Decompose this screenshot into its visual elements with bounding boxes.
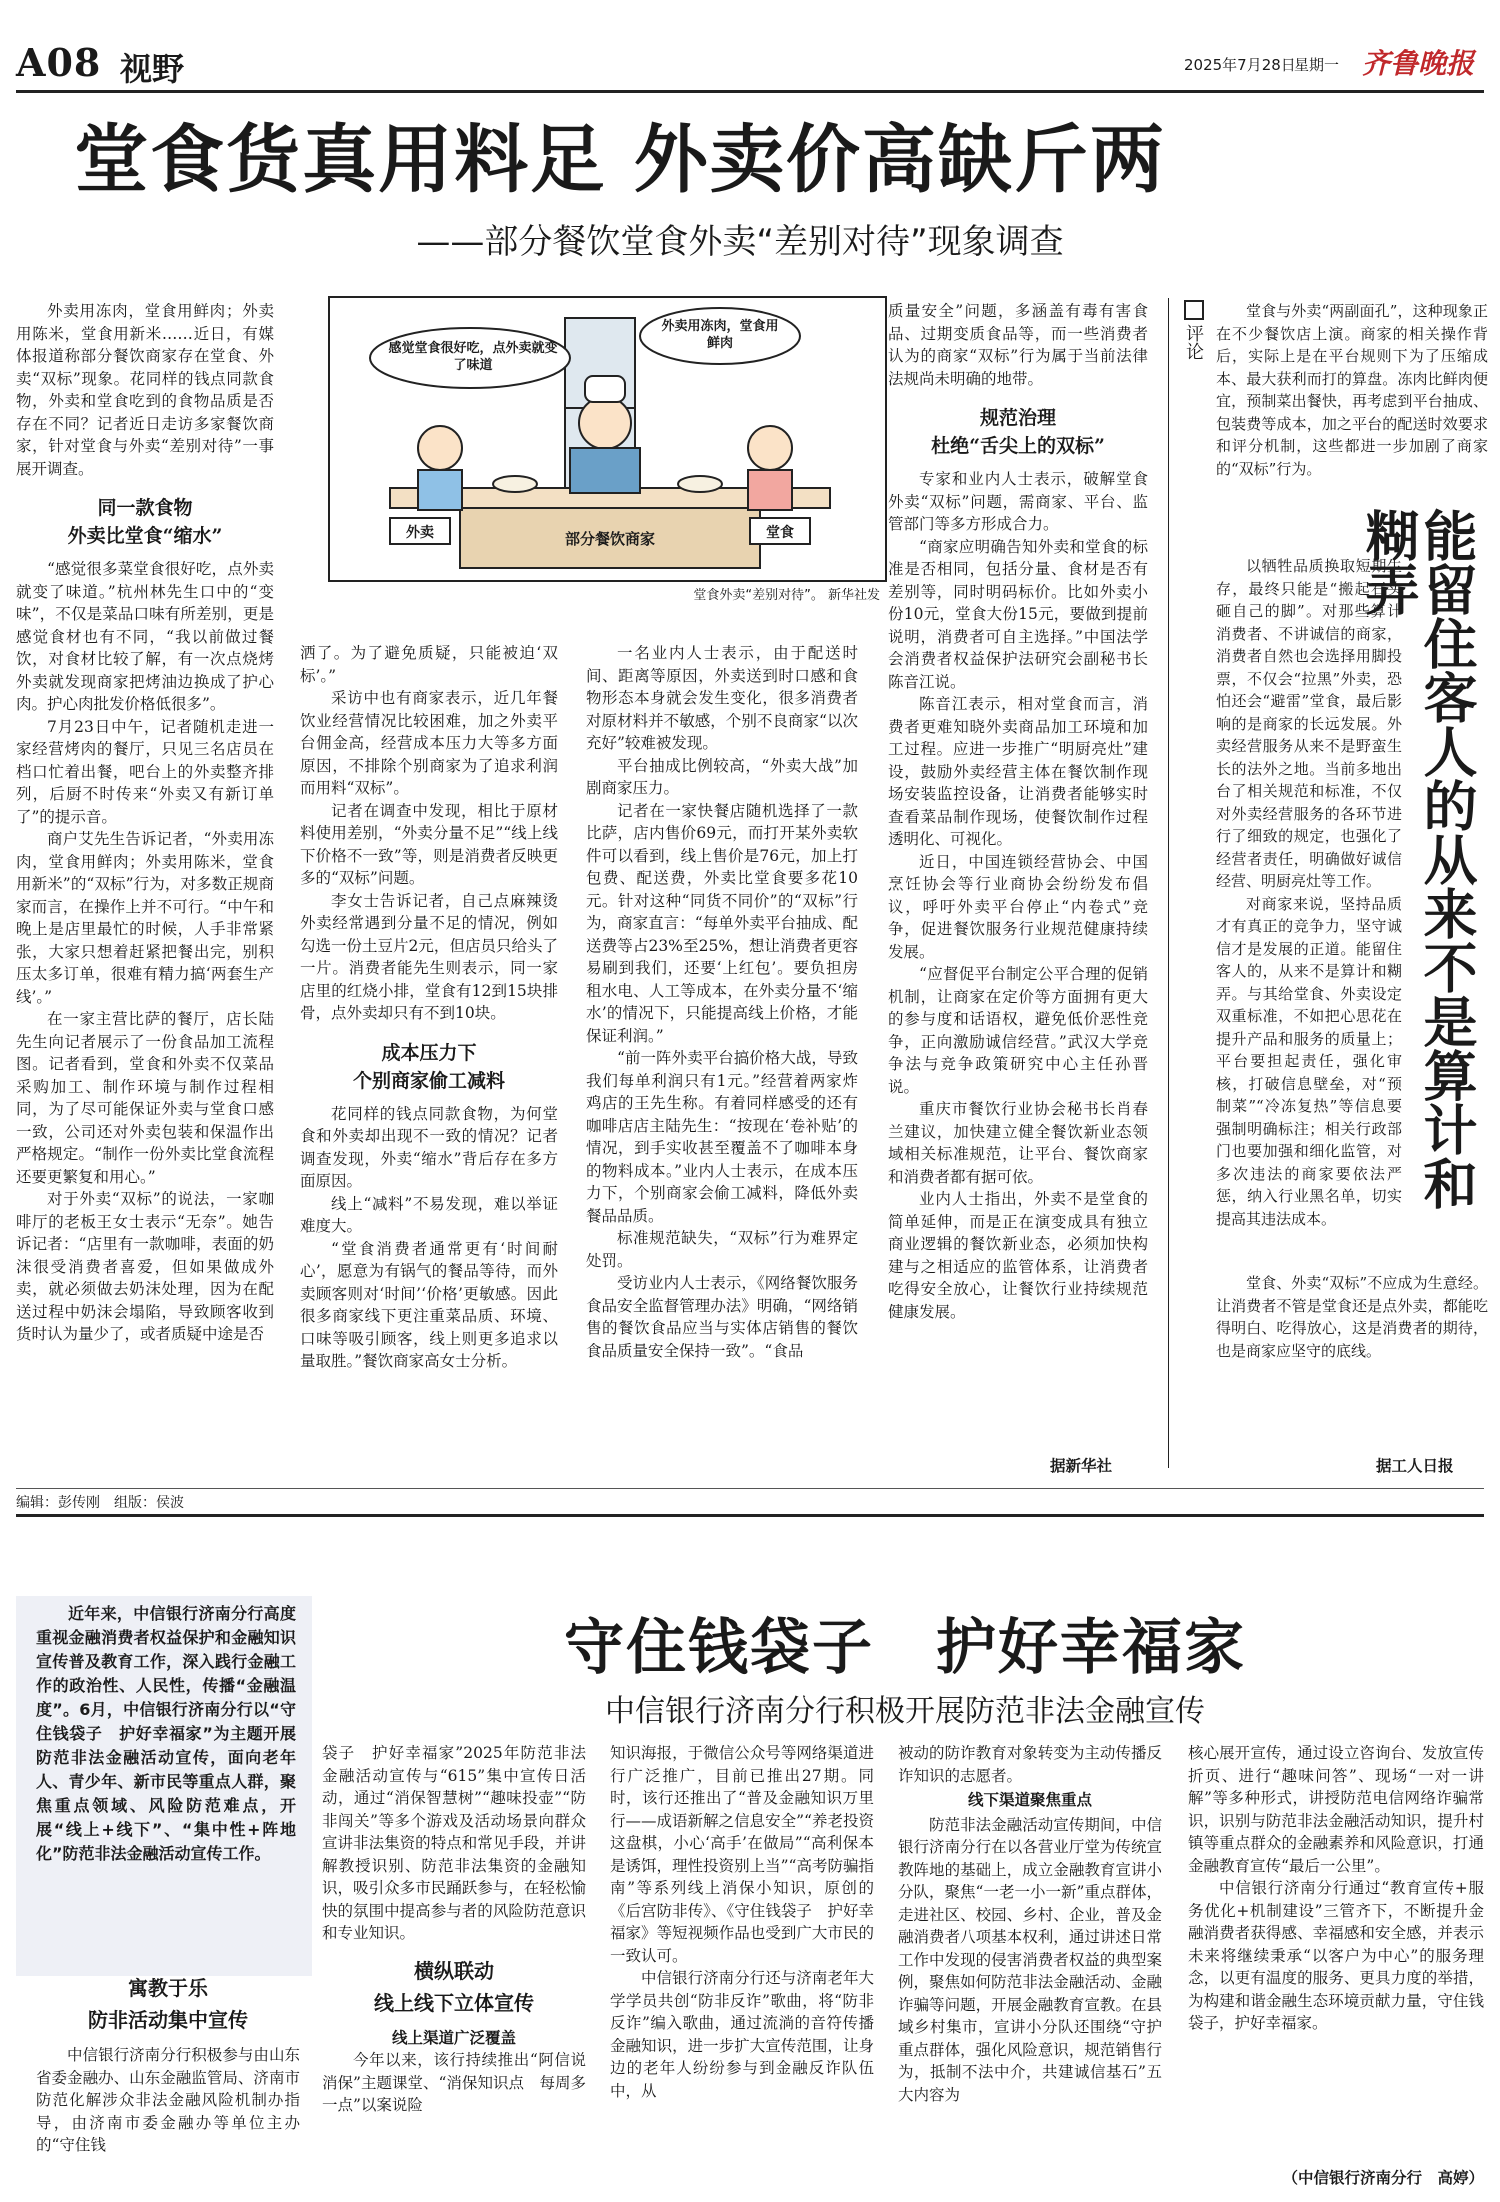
article1-col1 — [16, 300, 274, 1448]
paragraph: 堂食、外卖“双标”不应成为生意经。让消费者不管是堂食还是点外卖，都能吃得明白、吃得放心，这是消费者的期待，也是商家应坚守的底线。 — [1216, 1274, 1488, 1360]
subhead-3: 规范治理 杜绝“舌尖上的双标” — [931, 407, 1105, 457]
paragraph: 知识海报，于微信公众号等网络渠道进行广泛推广，目前已推出27期。同时，该行还推出了“普及金融知识万里行——成语新解之信息安全”“养老投资这盘棋，小心‘高手’在做局”“高利保本是诱饵，理性投资别上当”“高考防骗指南”等系列线上消保小知识，原创的《后宫防非传》、《守住钱袋子 护好幸福家》等短视频作品也受到广大市民的一致认可。 — [610, 1744, 874, 1965]
commentary-tag — [1180, 300, 1208, 360]
cartoon-illustration — [328, 296, 887, 582]
paragraph: “感觉很多菜堂食很好吃，点外卖就变了味道。”杭州林先生口中的“变味”，不仅是菜品口味有所差别，更是感觉食材也有不同，“我以前做过餐饮，对食材比较了解，有一次点烧烤外卖就发现商家把烤油边换成了护心肉。护心肉批发价格低很多”。 — [16, 560, 274, 713]
article1-col2 — [300, 642, 558, 1448]
cartoon-label-merchant: 部分餐饮商家 — [564, 530, 655, 548]
paragraph: 堂食与外卖“两副面孔”，这种现象正在不少餐饮店上演。商家的相关操作背后，实际上是在平台规则下为了压缩成本、最大获利而打的算盘。冻肉比鲜肉便宜，预制菜出餐快，再考虑到平台抽成、包装费等成本，加之平台的配送时效要求和评分机制，这些都进一步加剧了商家的“双标”行为。 — [1216, 302, 1488, 478]
paragraph: 李女士告诉记者，自己点麻辣烫外卖经常遇到分量不足的情况，例如勾选一份土豆片2元，但店员只给头了一片。消费者能先生则表示，同一家店里的红烧小排，堂食有12到15块排骨，点外卖却只有不到10块。 — [300, 891, 558, 1022]
article1-col4 — [888, 300, 1148, 1448]
article2-subhead-3-small: 线下渠道聚焦重点 — [967, 1790, 1092, 1809]
paragraph: 商户艾先生告诉记者，“外卖用冻肉，堂食用鲜肉；外卖用陈米，堂食用新米”的“双标”行为，对多数正规商家而言，在操作上并不可行。“中午和晚上是店里最忙的时候，人手非常紧张，大家只想着赶紧把餐出完，别积压太多订单，很难有精力搞‘两套生产线’。” — [16, 830, 274, 1006]
paragraph: 防范非法金融活动宣传期间，中信银行济南分行在以各营业厅堂为传统宣教阵地的基础上，成立金融教育宣讲小分队，聚焦“一老一小一新”重点群体，走进社区、校园、乡村、企业，普及金融消费者八项基本权利，通过讲述日常工作中发现的侵害消费者权益的典型案例，聚焦如何防范非法金融活动、金融诈骗等问题，开展金融教育宣教。在县域乡村集市，宣讲小分队还围绕“守护重点群体，强化风险意识，规范销售行为，抵制不法中介，共建诚信基石”五大内容为 — [898, 1815, 1162, 2104]
col-divider — [1168, 298, 1169, 1468]
paragraph: 袋子 护好幸福家”2025年防范非法金融活动宣传与“615”集中宣传日活动，通过“消保智慧树”“趣味投壶”“防非闯关”等多个游戏及活动场景向群众宣讲非法集资的特点和常见手段，并讲解教授识别、防范非法集资的金融知识，吸引众多市民踊跃参与，在轻松愉快的氛围中提高参与者的风险防范意识和专业知识。 — [322, 1744, 586, 1942]
article1-col3 — [586, 642, 858, 1448]
article2-subheadline: 中信银行济南分行积极开展防范非法金融宣传 — [605, 1694, 1205, 1729]
issue-weekday: 星期一 — [1294, 56, 1340, 74]
paragraph: 近年来，中信银行济南分行高度重视金融消费者权益保护和金融知识宣传普及教育工作，深入践行金融工作的政治性、人民性，传播“金融温度”。6月，中信银行济南分行以“守住钱袋子 护好幸福家”为主题开展防范非法金融活动宣传，面向老年人、青少年、新市民等重点人群，聚焦重点领域、风险防范难点，开展“线上+线下”、“集中性+阵地化”防范非法金融活动宣传工作。 — [36, 1604, 296, 1863]
subhead-2: 成本压力下 个别商家偷工减料 — [352, 1041, 505, 1092]
section-name: 视野 — [120, 50, 185, 88]
paragraph: 近日，中国连锁经营协会、中国烹饪协会等行业商协会纷纷发布倡议，呼吁外卖平台停止“内卷式”竞争，促进餐饮服务行业规范健康持续发展。 — [888, 852, 1148, 961]
commentary-title: 能留住客人的从来不是算计和糊弄 — [1357, 508, 1479, 1210]
paragraph: “堂食消费者通常更有‘时间耐心’，愿意为有锅气的餐品等待，而外卖顾客则对‘时间’‘价格’更敏感。因此很多商家线下更注重菜品质、环境、口味等吸引顾客，线上则更多追求以量取胜。”餐饮商家高女士分析。 — [300, 1239, 558, 1370]
paragraph: 一名业内人士表示，由于配送时间、距离等原因，外卖送到时口感和食物形态本身就会发生变化，很多消费者对原材料并不敏感，个别不良商家“以次充好”较难被发现。 — [586, 644, 858, 752]
commentary-tag-box — [1184, 300, 1204, 320]
commentary-body-wide — [1216, 1272, 1488, 1448]
paragraph: 专家和业内人士表示，破解堂食外卖“双标”问题，需商家、平台、监管部门等多方形成合力。 — [888, 470, 1148, 533]
paragraph: 今年以来，该行持续推出“阿信说消保”主题课堂、“消保知识点 每周多一点”以案说险 — [322, 2051, 586, 2114]
paragraph: 业内人士指出，外卖不是堂食的简单延伸，而是正在演变成具有独立商业逻辑的餐饮新业态，必须加快构建与之相适应的监管体系，让消费者吃得安全放心，让餐饮行业持续规范健康发展。 — [888, 1190, 1148, 1321]
commentary-body-narrow — [1216, 555, 1402, 1255]
article2-colB — [322, 1742, 586, 2192]
article2-lead — [36, 1602, 296, 1972]
article1-headline: 堂食货真用料足 外卖价高缺斤两 — [74, 117, 1166, 203]
section-rule — [16, 1488, 1484, 1489]
paragraph: 陈音江表示，相对堂食而言，消费者更难知晓外卖商品加工环境和加工过程。应进一步推广“明厨亮灶”建设，鼓励外卖经营主体在餐饮制作现场安装监控设备，让消费者能够实时查看菜品制作现场，使餐饮制作过程透明化、可视化。 — [888, 695, 1148, 848]
article2-colD — [898, 1742, 1162, 2192]
article2-subhead-1: 寓教于乐 防非活动集中宣传 — [88, 1976, 248, 2032]
paragraph: 对商家来说，坚持品质才有真正的竞争力，坚守诚信才是发展的正道。能留住客人的，从来不是算计和糊弄。与其给堂食、外卖设定双重标准，不如把心思花在提升产品和服务的质量上；平台要担起责任，强化审核，打破信息壁垒，对“预制菜”“冷冻复热”等信息要强制明确标注；相关行政部门也要加强和细化监管，对多次违法的商家要依法严惩，纳入行业黑名单，切实提高其违法成本。 — [1216, 894, 1402, 1228]
section-rule-thick — [16, 1514, 1484, 1517]
paragraph: 受访业内人士表示，《网络餐饮服务食品安全监督管理办法》明确，“网络销售的餐饮食品应当与实体店销售的餐饮食品质量安全保持一致”。“食品 — [586, 1274, 858, 1360]
paragraph: 对于外卖“双标”的说法，一家咖啡厅的老板王女士表示“无奈”。她告诉记者：“店里有一款咖啡，表面的奶沫很受消费者喜爱，但如果做成外卖，就必须做去奶沫处理，因为在配送过程中奶沫会塌陷，导致顾客收到货时认为量少了，或者质疑中途是否 — [16, 1190, 274, 1343]
commentary-intro — [1216, 300, 1488, 540]
article1-byline: 据新华社 — [1050, 1456, 1113, 1475]
article2-colA — [36, 1972, 300, 2192]
paragraph: 重庆市餐饮行业协会秘书长肖春兰建议，加快建立健全餐饮新业态领域相关标准规范，让平台、餐饮商家和消费者都有据可依。 — [888, 1100, 1148, 1186]
paper-logo: 齐鲁晚报 — [1362, 47, 1475, 80]
article2-colC — [610, 1742, 874, 2192]
paragraph: 质量安全”问题，多涵盖有毒有害食品、过期变质食品等，而一些消费者认为的商家“双标”行为属于当前法律法规尚未明确的地带。 — [888, 302, 1148, 388]
paragraph: 记者在调查中发现，相比于原材料使用差别，“外卖分量不足”“线上线下价格不一致”等，则是消费者反映更多的“双标”问题。 — [300, 801, 558, 887]
paragraph: 平台抽成比例较高，“外卖大战”加剧商家压力。 — [586, 756, 858, 797]
commentary-byline: 据工人日报 — [1376, 1456, 1454, 1475]
header-rule — [16, 90, 1484, 93]
cartoon-label-dinein: 堂食 — [766, 525, 794, 541]
page-code: A08 — [16, 40, 102, 85]
commentary-tag-label: 评论 — [1183, 324, 1204, 360]
paragraph: 中信银行济南分行还与济南老年大学学员共创“防非反诈”歌曲，将“防非反诈”编入歌曲，通过流淌的音符传播金融知识，进一步扩大宣传范围，让身边的老年人纷纷参与到金融反诈队伍中，从 — [610, 1969, 874, 2100]
cartoon-label-takeout: 外卖 — [406, 525, 434, 541]
article1-subheadline: ——部分餐饮堂食外卖“差别对待”现象调查 — [416, 222, 1064, 262]
paragraph: 7月23日中午，记者随机走进一家经营烤肉的餐厅，只见三名店员在档口忙着出餐，吧台上的外卖整齐排列，后厨不时传来“外卖又有新订单了”的提示音。 — [16, 717, 274, 826]
article2-byline: （中信银行济南分行 高婷） — [1282, 2168, 1484, 2187]
issue-date: 2025年7月28日 — [1184, 56, 1296, 74]
paragraph: 中信银行济南分行积极参与由山东省委金融办、山东金融监管局、济南市防范化解涉众非法金融风险机制办指导，由济南市委金融办等单位主办的“守住钱 — [36, 2046, 300, 2154]
paragraph: 核心展开宣传，通过设立咨询台、发放宣传折页、进行“趣味问答”、现场“一对一讲解”等多种形式，讲授防范电信网络诈骗常识，识别与防范非法金融活动知识，提升村镇等重点群众的金融素养和风险意识，打通金融教育宣传“最后一公里”。 — [1188, 1744, 1484, 1875]
paragraph: 洒了。为了避免质疑，只能被迫‘双标’。” — [300, 644, 558, 685]
editors-line: 编辑：彭传刚 组版：侯波 — [16, 1495, 184, 1511]
paragraph: 花同样的钱点同款食物，为何堂食和外卖却出现不一致的情况？记者调查发现，外卖“缩水”背后存在多方面原因。 — [300, 1104, 558, 1190]
paragraph: 中信银行济南分行通过“教育宣传+服务优化+机制建设”三管齐下，不断提升金融消费者获得感、幸福感和安全感，并表示未来将继续秉承“以客户为中心”的服务理念，以更有温度的服务、更具力度的举措，为构建和谐金融生态环境贡献力量，守住钱袋子，护好幸福家。 — [1188, 1879, 1484, 2032]
article2-subhead-2: 横纵联动 线上线下立体宣传 — [374, 1958, 534, 2015]
paragraph: 线上“减料”不易发现，难以举证难度大。 — [300, 1194, 558, 1235]
paragraph: 记者在一家快餐店随机选择了一款比萨，店内售价69元，而打开某外卖软件可以看到，线上售价是76元，加上打包费、配送费，外卖比堂食要多花10元。针对这种“同货不同价”的“双标”行为，商家直言：“每单外卖平台抽成、配送费等占23%至25%，想让消费者更容易刷到我们，还要‘上红包’。要负担房租水电、人工等成本，在外卖分量不‘缩水’的情况下，只能提高线上价格，才能保证利润。” — [586, 801, 858, 1045]
article2-colE — [1188, 1742, 1484, 2164]
paragraph: 外卖用冻肉，堂食用鲜肉；外卖用陈米，堂食用新米……近日，有媒体报道称部分餐饮商家存在堂食、外卖“双标”现象。花同样的钱点同款食物，外卖和堂食吃到的食物品质是否存在不同？记者近日走访多家餐饮商家，针对堂食与外卖“差别对待”一事展开调查。 — [16, 302, 274, 478]
article2-headline: 守住钱袋子 护好幸福家 — [564, 1613, 1246, 1683]
paragraph: 被动的防诈教育对象转变为主动传播反诈知识的志愿者。 — [898, 1744, 1162, 1785]
cartoon-bubble-left: 感觉堂食很好吃，点外卖就变了味道 — [388, 341, 558, 373]
cartoon-caption: 堂食外卖“差别对待”。 新华社发 — [693, 588, 880, 603]
paragraph: “应督促平台制定公平合理的促销机制，让商家在定价等方面拥有更大的参与度和话语权，避免低价恶性竞争，正向激励诚信经营。”武汉大学竞争法与竞争政策研究中心主任孙晋说。 — [888, 965, 1148, 1096]
paragraph: 在一家主营比萨的餐厅，店长陆先生向记者展示了一份食品加工流程图。记者看到，堂食和外卖不仅菜品采购加工、制作环境与制作过程相同，为了尽可能保证外卖与堂食口感一致，公司还对外卖包装和保温作出严格规定。“制作一份外卖比堂食流程还要更繁复和用心。” — [16, 1010, 274, 1186]
page-header — [16, 40, 1486, 90]
paragraph: 以牺牲品质换取短期生存，最终只能是“搬起石头砸自己的脚”。对那些算计消费者、不讲诚信的商家，消费者自然也会选择用脚投票，不仅会“拉黑”外卖，恐怕还会“避雷”堂食，最后影响的是商家的长远发展。外卖经营服务从来不是野蛮生长的法外之地。当前多地出台了相关规范和标准，不仅对外卖经营服务的各环节进行了细致的规定，也强化了经营者责任，明确做好诚信经营、明厨亮灶等工作。 — [1216, 557, 1402, 890]
paragraph: 标准规范缺失，“双标”行为难界定处罚。 — [586, 1229, 858, 1270]
paragraph: “商家应明确告知外卖和堂食的标准是否相同，包括分量、食材是否有差别等，同时明码标价。比如外卖小份10元，堂食大份15元，要做到提前说明，消费者可自主选择。”中国法学会消费者权益保护法研究会副秘书长陈音江说。 — [888, 537, 1148, 691]
subhead-1: 同一款食物 外卖比堂食“缩水” — [67, 497, 223, 547]
paragraph: 采访中也有商家表示，近几年餐饮业经营情况比较困难，加之外卖平台佣金高，经营成本压力大等多方面原因，不排除个别商家为了追求利润而用料“双标”。 — [300, 689, 558, 797]
article2-subhead-2-small: 线上渠道广泛覆盖 — [391, 2027, 516, 2047]
paragraph: “前一阵外卖平台搞价格大战，导致我们每单利润只有1元。”经营着两家炸鸡店的王先生称。有着同样感受的还有咖啡店店主陆先生：“按现在‘卷补贴’的情况，到手实收甚至覆盖不了咖啡本身的物料成本。”业内人士表示，在成本压力下，个别商家会偷工减料，降低外卖餐品品质。 — [586, 1049, 858, 1225]
cartoon-bubble-top: 外卖用冻肉，堂食用鲜肉 — [661, 319, 779, 351]
